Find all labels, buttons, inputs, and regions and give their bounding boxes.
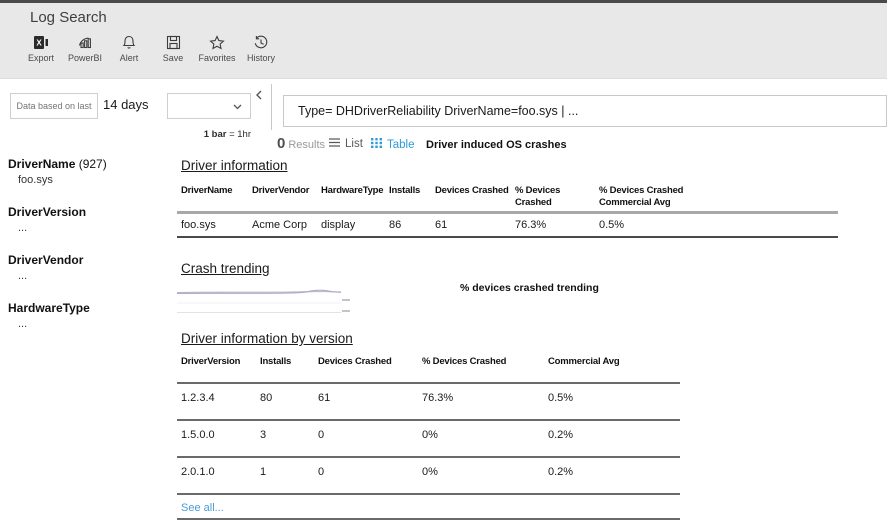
see-all-link[interactable]: See all...	[181, 502, 224, 514]
export-button[interactable]	[19, 34, 63, 63]
table-toggle-label: Table	[387, 138, 415, 151]
table-header-divider	[177, 211, 838, 214]
column-header: DriverVendor	[252, 185, 310, 196]
pane-divider	[271, 84, 272, 130]
date-scope-value[interactable]: 14 days	[103, 97, 149, 112]
facet-count: (927)	[75, 157, 107, 171]
toolbar	[19, 34, 283, 63]
facet-name: DriverVersion	[8, 205, 87, 219]
table-row	[181, 429, 680, 441]
table-cell: 80	[260, 392, 273, 404]
toolbar-label: Alert	[119, 53, 139, 63]
column-header: Installs	[389, 185, 421, 196]
table-cell: 1	[260, 466, 267, 478]
star-icon	[209, 34, 225, 50]
table-cell: 0%	[422, 429, 438, 441]
crash-trending-sparkline[interactable]	[177, 286, 341, 313]
favorites-button[interactable]	[195, 34, 239, 63]
table-grid-icon	[371, 138, 382, 151]
table-row-divider	[177, 493, 680, 495]
table-cell: Acme Corp	[252, 219, 308, 231]
table-row	[181, 466, 680, 478]
column-header: % Devices Crashed Commercial Avg	[599, 185, 684, 208]
crash-trending-title: Crash trending	[181, 261, 270, 276]
facet-drivername	[8, 156, 176, 189]
table-row	[181, 219, 838, 231]
collapse-pane-button[interactable]	[256, 87, 266, 99]
chevron-left-icon	[256, 90, 262, 100]
search-query-input[interactable]	[283, 95, 887, 127]
table-row-divider	[177, 382, 680, 384]
table-cell: 76.3%	[515, 219, 547, 231]
column-header: % Devices Crashed	[515, 185, 561, 208]
table-cell: 76.3%	[422, 392, 454, 404]
table-row-divider	[177, 456, 680, 458]
column-header: Devices Crashed	[435, 185, 509, 196]
svg-text:X: X	[36, 38, 42, 47]
powerbi-button[interactable]	[63, 34, 107, 63]
facet-name: DriverName	[8, 157, 76, 171]
table-row	[181, 392, 680, 404]
toolbar-label: PowerBI	[67, 53, 102, 63]
toolbar-label: Save	[162, 53, 184, 63]
list-view-toggle[interactable]	[329, 138, 363, 150]
table-cell: 61	[318, 392, 331, 404]
facet-value[interactable]: ...	[18, 270, 28, 282]
column-header: % Devices Crashed	[422, 356, 507, 367]
table-cell: 0.5%	[599, 219, 625, 231]
table-cell: 86	[389, 219, 402, 231]
column-header: Installs	[260, 356, 292, 367]
table-cell: display	[321, 219, 356, 231]
table-cell: 2.0.1.0	[181, 466, 215, 478]
table-cell: 0.2%	[548, 429, 574, 441]
results-count-label: Results	[288, 139, 326, 151]
driver-info-header-row	[181, 185, 838, 209]
page-header	[0, 3, 887, 79]
page-title: Log Search	[30, 9, 107, 26]
sparkline-axis-tick	[342, 299, 350, 301]
column-header: DriverVersion	[181, 356, 241, 367]
save-button[interactable]	[151, 34, 195, 63]
facet-driverversion	[8, 204, 176, 237]
history-icon	[253, 34, 269, 50]
sparkline-axis-tick	[342, 310, 350, 312]
table-cell: 0%	[422, 466, 438, 478]
toolbar-label: Export	[27, 53, 54, 63]
facet-name: DriverVendor	[8, 253, 84, 267]
table-cell: 1.5.0.0	[181, 429, 215, 441]
chevron-down-icon	[233, 97, 242, 115]
date-scope-label-box[interactable]	[10, 93, 98, 119]
toolbar-label: History	[246, 53, 275, 63]
results-count	[277, 135, 325, 153]
facet-value[interactable]: ...	[18, 318, 28, 330]
facet-value[interactable]: ...	[18, 222, 28, 234]
table-bottom-divider	[177, 236, 838, 238]
table-row-divider	[177, 419, 680, 421]
search-context-label: Driver induced OS crashes	[426, 139, 567, 151]
table-cell: 61	[435, 219, 448, 231]
history-button[interactable]	[239, 34, 283, 63]
table-bottom-divider	[177, 518, 680, 520]
list-toggle-label: List	[345, 138, 363, 150]
table-cell: 0.2%	[548, 466, 574, 478]
column-header: Commercial Avg	[548, 356, 620, 367]
date-scope-dropdown[interactable]	[167, 93, 251, 119]
table-view-toggle[interactable]	[371, 138, 415, 151]
bell-icon	[122, 34, 136, 50]
driver-info-by-version-title: Driver information by version	[181, 331, 353, 346]
table-cell: 0	[318, 429, 325, 441]
alert-button[interactable]	[107, 34, 151, 63]
version-table-header-row	[181, 356, 680, 368]
excel-export-icon	[33, 34, 49, 50]
table-cell: foo.sys	[181, 219, 216, 231]
toolbar-label: Favorites	[198, 53, 236, 63]
sparkline-legend: % devices crashed trending	[460, 282, 599, 294]
save-icon	[166, 34, 181, 50]
results-count-number: 0	[277, 135, 286, 152]
table-cell: 3	[260, 429, 267, 441]
column-header: HardwareType	[321, 185, 384, 196]
column-header: Devices Crashed	[318, 356, 392, 367]
column-header: DriverName	[181, 185, 233, 196]
facet-hardwaretype	[8, 300, 176, 333]
facet-value[interactable]: foo.sys	[18, 174, 53, 186]
facet-list	[8, 156, 176, 348]
facet-drivervendor	[8, 252, 176, 285]
table-cell: 0.5%	[548, 392, 574, 404]
table-cell: 0	[318, 466, 325, 478]
table-cell: 1.2.3.4	[181, 392, 215, 404]
list-icon	[329, 138, 340, 150]
driver-info-title: Driver information	[181, 158, 288, 173]
powerbi-icon	[77, 34, 94, 50]
facet-name: HardwareType	[8, 301, 90, 315]
date-scope-label: Data based on last	[16, 101, 92, 111]
bar-scale-note: 1 bar = 1hr	[203, 129, 251, 140]
